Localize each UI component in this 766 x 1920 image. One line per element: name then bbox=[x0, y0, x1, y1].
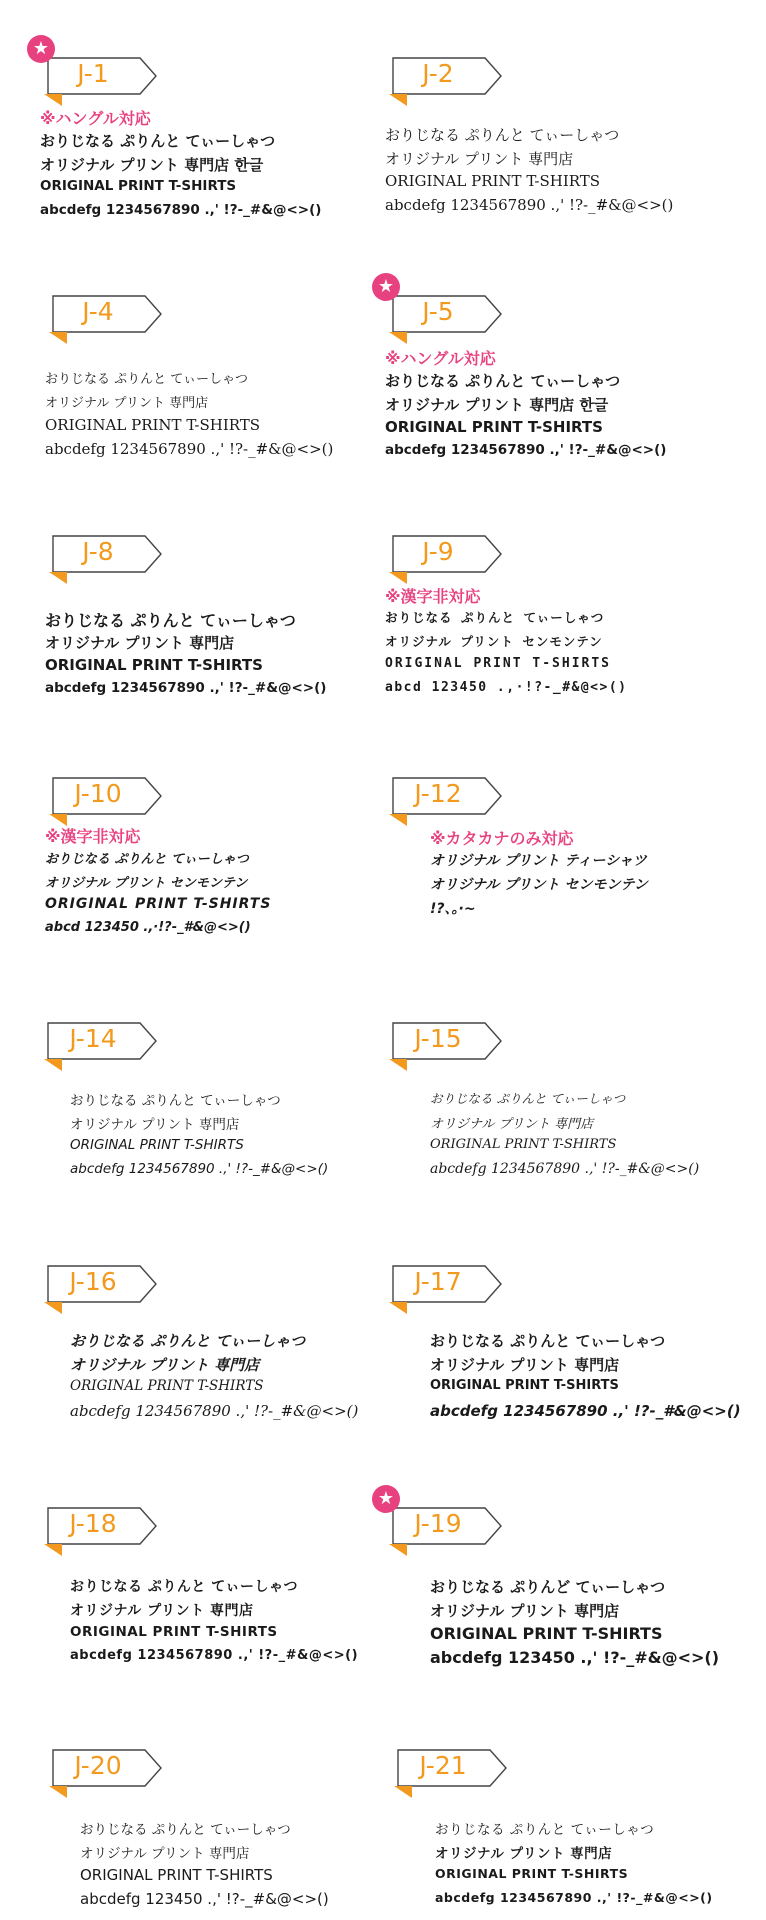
sample-line-katakana: オリジナル プリント 専門店 bbox=[430, 1602, 620, 1620]
font-id-label: J-2 bbox=[422, 59, 454, 88]
sample-line-katakana: オリジナル プリント センモンテン bbox=[45, 876, 248, 891]
sample-line-hiragana: おりじなる ぷりんと てぃーしゃつ bbox=[45, 372, 249, 387]
sample-line-hiragana: おりじなる ぷりんと てぃーしゃつ bbox=[430, 1091, 626, 1106]
font-tag bbox=[45, 770, 165, 828]
star-icon: ★ bbox=[372, 273, 400, 301]
sample-line-katakana: オリジナル プリント 専門店 bbox=[435, 1846, 613, 1862]
sample-line-symbols: abcdefg 1234567890 .,' !?-_#&@<>() bbox=[70, 1161, 329, 1177]
font-tag bbox=[45, 1742, 165, 1800]
font-tag bbox=[40, 1258, 160, 1316]
sample-line-latin: ORIGINAL PRINT T-SHIRTS bbox=[430, 1624, 663, 1643]
font-tag bbox=[32, 38, 160, 108]
sample-line-symbols: abcdefg 1234567890 .,' !?-_#&@<>() bbox=[45, 440, 334, 458]
font-tag bbox=[45, 528, 165, 586]
sample-line-symbols: abcd 123450 .,·!?-_#&@<>() bbox=[45, 920, 251, 935]
sample-line-katakana: オリジナル プリント 専門店 bbox=[70, 1117, 240, 1133]
font-id-label: J-1 bbox=[77, 59, 109, 88]
font-id-label: J-4 bbox=[82, 297, 114, 326]
sample-line-symbols: abcdefg 1234567890 .,' !?-_#&@<>() bbox=[40, 202, 322, 218]
font-tag bbox=[377, 276, 505, 346]
sample-line-symbols: abcdefg 1234567890 .,' !?-_#&@<>() bbox=[430, 1402, 741, 1420]
sample-line-symbols: abcd 123450 .,·!?-_#&@<>() bbox=[385, 680, 628, 695]
support-note: ※ハングル対応 bbox=[385, 349, 496, 368]
font-tag bbox=[45, 288, 165, 346]
sample-line-symbols: !?、。·~ bbox=[430, 901, 476, 917]
sample-line-latin: ORIGINAL PRINT T-SHIRTS bbox=[70, 1137, 244, 1153]
sample-line-hiragana: おりじなる ぷりんと てぃーしゃつ bbox=[385, 126, 620, 144]
font-id-label: J-14 bbox=[69, 1024, 117, 1053]
sample-line-symbols: abcdefg 1234567890 .,' !?-_#&@<>() bbox=[45, 680, 327, 696]
font-tag bbox=[385, 1015, 505, 1073]
sample-line-hiragana: おりじなる ぷりんと てぃーしゃつ bbox=[70, 1093, 281, 1109]
sample-line-katakana-1: オリジナル プリント ティーシャツ bbox=[430, 853, 647, 869]
sample-line-hiragana: おりじなる ぷりんと てぃーしゃつ bbox=[80, 1822, 291, 1838]
support-note: ※漢字非対応 bbox=[385, 587, 481, 606]
sample-line-hiragana: おりじなる ぷりんと てぃーしゃつ bbox=[45, 852, 249, 867]
sample-line-symbols: abcdefg 1234567890 .,' !?-_#&@<>() bbox=[435, 1890, 713, 1905]
font-tag bbox=[385, 528, 505, 586]
font-tag bbox=[385, 1258, 505, 1316]
sample-line-katakana: オリジナル プリント 専門店 bbox=[80, 1846, 250, 1862]
sample-line-hiragana: おりじなる ぷりんと てぃーしゃつ bbox=[45, 611, 296, 630]
sample-line-katakana: オリジナル プリント センモンテン bbox=[385, 634, 603, 649]
sample-line-symbols: abcdefg 1234567890 .,' !?-_#&@<>() bbox=[70, 1648, 359, 1663]
sample-line-latin: ORIGINAL PRINT T-SHIRTS bbox=[435, 1866, 629, 1881]
sample-line-symbols: abcdefg 1234567890 .,' !?-_#&@<>() bbox=[430, 1161, 700, 1177]
sample-line-hiragana: おりじなる ぷりんと てぃーしゃつ bbox=[430, 1332, 666, 1350]
sample-line-katakana: オリジナル プリント 専門店 bbox=[430, 1356, 620, 1374]
sample-line-latin: ORIGINAL PRINT T-SHIRTS bbox=[430, 1137, 617, 1152]
sample-line-hiragana: おりじなる ぷりんと てぃーしゃつ bbox=[70, 1579, 298, 1595]
star-icon: ★ bbox=[27, 35, 55, 63]
font-id-label: J-21 bbox=[419, 1751, 467, 1780]
sample-line-latin: ORIGINAL PRINT T-SHIRTS bbox=[385, 418, 603, 436]
sample-line-katakana: オリジナル プリント 専門店 bbox=[70, 1356, 260, 1374]
sample-line-latin: ORIGINAL PRINT T-SHIRTS bbox=[385, 172, 601, 190]
sample-line-hiragana: おりじなる ぷりんど てぃーしゃつ bbox=[430, 1578, 666, 1596]
font-id-label: J-15 bbox=[414, 1024, 462, 1053]
sample-line-latin: ORIGINAL PRINT T-SHIRTS bbox=[45, 896, 272, 912]
sample-line-hiragana: おりじなる ぷりんと てぃーしゃつ bbox=[70, 1332, 306, 1350]
font-id-label: J-5 bbox=[422, 297, 454, 326]
sample-line-hiragana: おりじなる ぷりんと てぃーしゃつ bbox=[385, 610, 605, 625]
font-id-label: J-12 bbox=[414, 779, 462, 808]
font-id-label: J-9 bbox=[422, 537, 454, 566]
font-id-label: J-8 bbox=[82, 537, 114, 566]
font-tag bbox=[390, 1742, 510, 1800]
sample-line-katakana: オリジナル プリント 専門店 bbox=[45, 634, 235, 652]
sample-line-latin: ORIGINAL PRINT T-SHIRTS bbox=[45, 656, 263, 674]
sample-line-katakana: オリジナル プリント 専門店 한글 bbox=[40, 156, 264, 174]
support-note: ※ハングル対応 bbox=[40, 109, 151, 128]
sample-line-katakana: オリジナル プリント 専門店 bbox=[385, 150, 574, 168]
sample-line-hiragana: おりじなる ぷりんと てぃーしゃつ bbox=[385, 372, 621, 390]
sample-line-katakana: オリジナル プリント 専門店 한글 bbox=[385, 396, 609, 414]
star-icon: ★ bbox=[372, 1485, 400, 1513]
support-note: ※カタカナのみ対応 bbox=[430, 829, 574, 848]
font-id-label: J-17 bbox=[414, 1267, 462, 1296]
sample-line-latin: ORIGINAL PRINT T-SHIRTS bbox=[70, 1624, 278, 1640]
sample-line-symbols: abcdefg 123450 .,' !?-_#&@<>() bbox=[80, 1890, 329, 1908]
font-id-label: J-18 bbox=[69, 1509, 117, 1538]
font-id-label: J-16 bbox=[69, 1267, 117, 1296]
sample-line-hiragana: おりじなる ぷりんと てぃーしゃつ bbox=[40, 132, 276, 150]
font-id-label: J-10 bbox=[74, 779, 122, 808]
font-tag bbox=[377, 1488, 505, 1558]
sample-line-latin: ORIGINAL PRINT T-SHIRTS bbox=[80, 1866, 273, 1884]
sample-line-symbols: abcdefg 123450 .,' !?-_#&@<>() bbox=[430, 1648, 720, 1667]
font-tag bbox=[385, 770, 505, 828]
font-tag bbox=[40, 1500, 160, 1558]
sample-line-latin: ORIGINAL PRINT T-SHIRTS bbox=[430, 1378, 619, 1393]
sample-line-symbols: abcdefg 1234567890 .,' !?-_#&@<>() bbox=[385, 442, 667, 458]
sample-line-latin: ORIGINAL PRINT T-SHIRTS bbox=[70, 1378, 264, 1394]
sample-line-katakana: オリジナル プリント 専門店 bbox=[430, 1117, 594, 1132]
sample-line-symbols: abcdefg 1234567890 .,' !?-_#&@<>() bbox=[385, 196, 674, 214]
font-id-label: J-19 bbox=[414, 1509, 462, 1538]
font-tag bbox=[385, 50, 505, 108]
sample-line-hiragana: おりじなる ぷりんと てぃーしゃつ bbox=[435, 1822, 655, 1838]
sample-line-latin: ORIGINAL PRINT T-SHIRTS bbox=[385, 656, 612, 671]
sample-line-latin: ORIGINAL PRINT T-SHIRTS bbox=[45, 416, 261, 434]
font-tag bbox=[40, 1015, 160, 1073]
font-id-label: J-20 bbox=[74, 1751, 122, 1780]
sample-line-latin: ORIGINAL PRINT T-SHIRTS bbox=[40, 178, 237, 194]
sample-line-symbols: abcdefg 1234567890 .,' !?-_#&@<>() bbox=[70, 1402, 359, 1420]
sample-line-katakana: オリジナル プリント 専門店 bbox=[70, 1603, 254, 1619]
sample-line-katakana-2: オリジナル プリント センモンテン bbox=[430, 877, 648, 893]
support-note: ※漢字非対応 bbox=[45, 827, 141, 846]
sample-line-katakana: オリジナル プリント 専門店 bbox=[45, 396, 209, 411]
